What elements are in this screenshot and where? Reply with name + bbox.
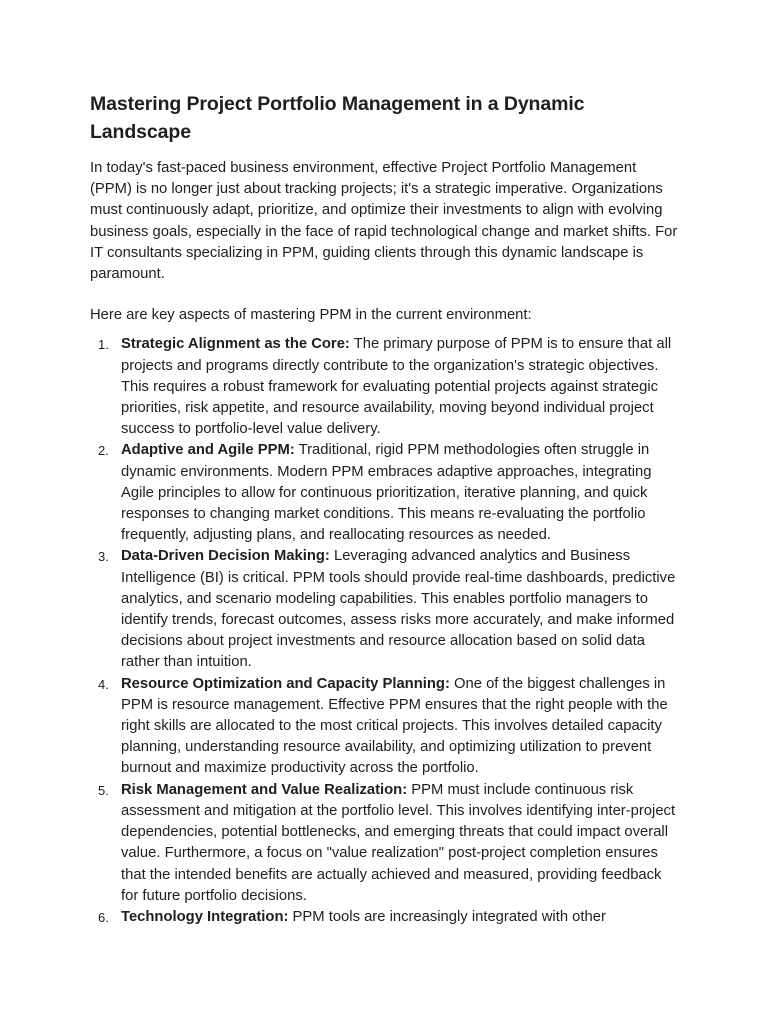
list-item-text: Traditional, rigid PPM methodologies often struggle in dynamic environments. Modern PPM embraces adaptive approaches, integrating Agile principles to allow for continuous prioritization, iterative planning, and quick responses to changing market conditions. This means re-evaluating the portfolio frequently, adjusting plans, and reallocating resources as needed. — [121, 442, 652, 544]
document-page — [90, 90, 680, 928]
list-item-number: 2. — [98, 443, 109, 459]
list-item-number: 3. — [98, 549, 109, 565]
list-item-term: Strategic Alignment as the Core: — [121, 336, 350, 353]
key-aspects-list — [90, 334, 680, 928]
list-item — [90, 780, 680, 907]
list-item-term: Adaptive and Agile PPM: — [121, 442, 295, 459]
intro-paragraph: In today's fast-paced business environment, effective Project Portfolio Management (PPM) is no longer just about tracking projects; it's a strategic imperative. Organizations must continuously adapt, prioritize, and optimize their investments to align with evolving business goals, especially in the face of rapid technological change and market shifts. For IT consultants specializing in PPM, guiding clients through this dynamic landscape is paramount. — [90, 160, 678, 283]
list-item-text: PPM must include continuous risk assessment and mitigation at the portfolio level. This involves identifying inter-project dependencies, potential bottlenecks, and emerging threats that could impact overall value. Furthermore, a focus on "value realization" post-project completion ensures that the intended benefits are actually achieved and measured, providing feedback for future portfolio decisions. — [121, 781, 676, 904]
list-item — [90, 546, 680, 673]
list-item-term: Technology Integration: — [121, 908, 289, 925]
list-item-term: Resource Optimization and Capacity Planning: — [121, 675, 450, 692]
list-item-term: Data-Driven Decision Making: — [121, 548, 330, 565]
list-item-number: 4. — [98, 676, 109, 692]
list-item-text: Leveraging advanced analytics and Business Intelligence (BI) is critical. PPM tools should provide real-time dashboards, predictive analytics, and scenario modeling capabilities. This enables portfolio managers to identify trends, forecast outcomes, assess risks more accurately, and make informed decisions about project investments and resource allocation based on solid data rather than intuition. — [121, 548, 676, 671]
list-item-term: Risk Management and Value Realization: — [121, 781, 408, 798]
list-item — [90, 440, 680, 546]
list-item-text: One of the biggest challenges in PPM is resource management. Effective PPM ensures that the right people with the right skills are allocated to the most critical projects. This involves detailed capacity planning, understanding resource availability, and optimizing utilization to prevent burnout and maximize productivity across the portfolio. — [121, 675, 668, 777]
list-item-number: 1. — [98, 337, 109, 353]
list-lead-paragraph: Here are key aspects of mastering PPM in the current environment: — [90, 307, 532, 324]
list-item — [90, 907, 680, 928]
list-item-number: 5. — [98, 782, 109, 798]
list-item-text: PPM tools are increasingly integrated with other — [288, 908, 606, 925]
list-item — [90, 334, 680, 440]
list-item-text: The primary purpose of PPM is to ensure that all projects and programs directly contribute to the organization's strategic objectives. This requires a robust framework for evaluating potential projects against strategic priorities, risk appetite, and resource availability, moving beyond individual project success to portfolio-level value delivery. — [121, 336, 672, 438]
list-item — [90, 674, 680, 780]
document-title: Mastering Project Portfolio Management in a Dynamic Landscape — [90, 93, 585, 143]
list-item-number: 6. — [98, 909, 109, 925]
